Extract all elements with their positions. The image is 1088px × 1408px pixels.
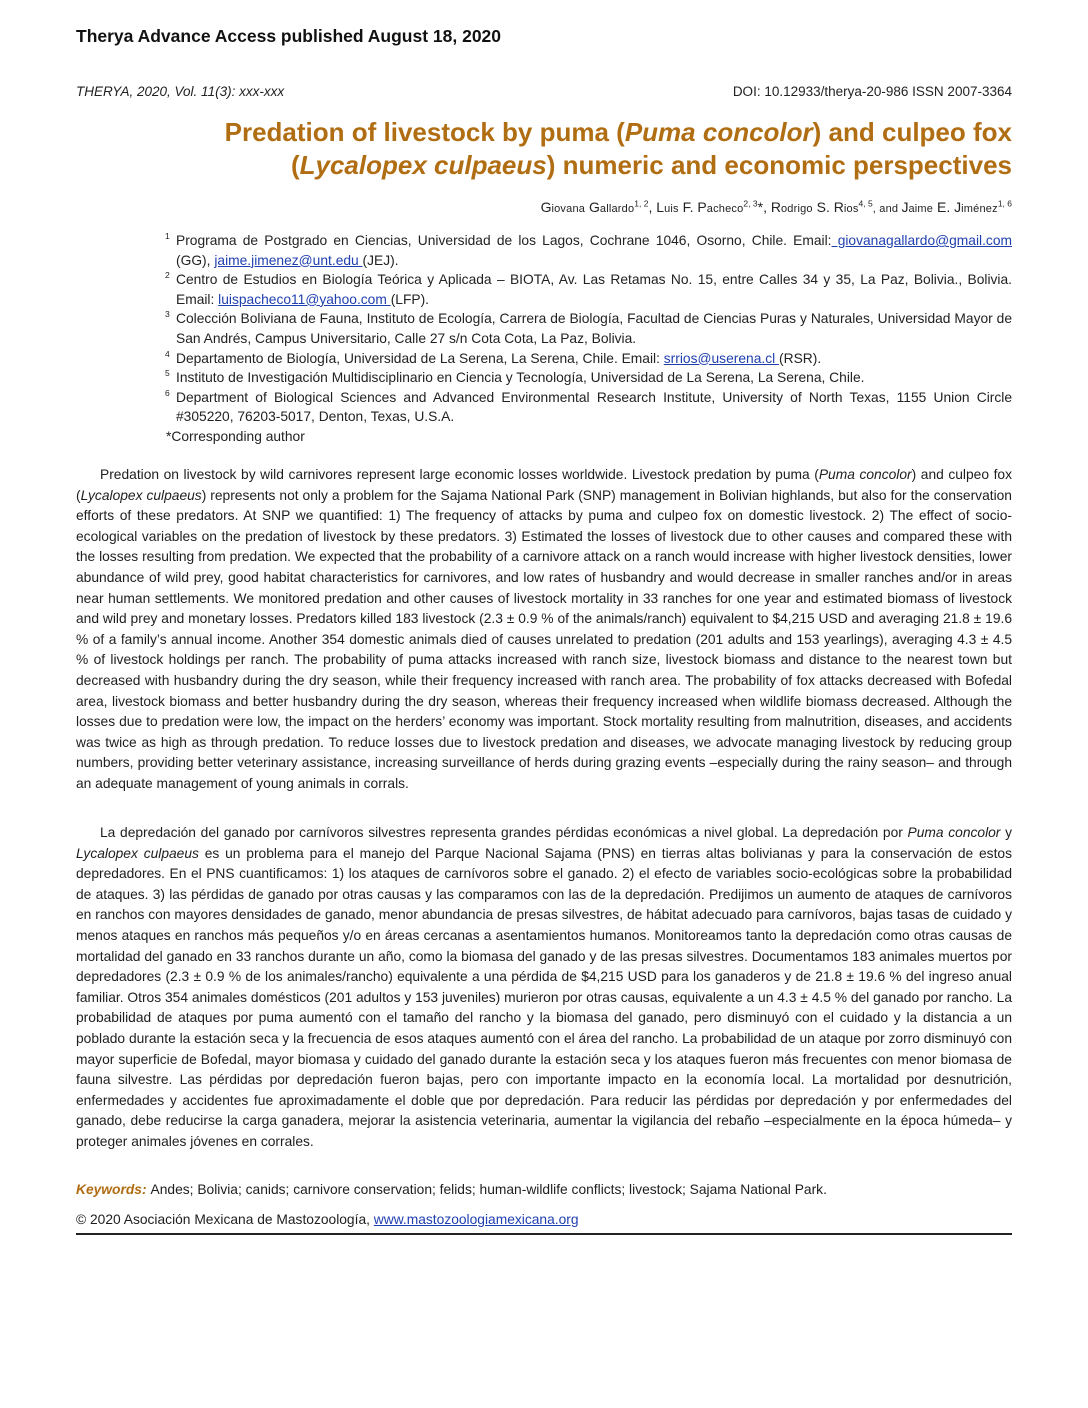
keywords-text: Andes; Bolivia; canids; carnivore conservation; felids; human-wildlife conflicts; livestock; Sajama National Park. bbox=[150, 1182, 827, 1197]
author: Jaime E. Jiménez$^{1, 6}$ bbox=[901, 198, 1012, 215]
author-affiliation-sup: 1, 2 bbox=[634, 198, 649, 209]
affiliation-item: 1 Programa de Postgrado en Ciencias, Universidad de los Lagos, Cochrane 1046, Osorno, Chile. Email: giovanagallardo@gmail.com (GG), jaime.jimenez@unt.edu (JEJ). bbox=[165, 231, 1012, 268]
affiliation-item: 6 Department of Biological Sciences and Advanced Environmental Research Institute, University of North Texas, 1155 Union Circle #305220, 76203-5017, Denton, Texas, U.S.A. bbox=[165, 387, 1012, 425]
copyright-line: © 2020 Asociación Mexicana de Mastozoología, www.mastozoologiamexicana.org bbox=[76, 1212, 1012, 1235]
doi-issn: DOI: 10.12933/therya-20-986 ISSN 2007-3364 bbox=[732, 84, 1012, 99]
species-name: Puma concolor bbox=[907, 825, 1001, 840]
author: Rodrigo S. Rios$^{4, 5}$ bbox=[770, 198, 873, 215]
title-line-2: (Lycalopex culpaeus) numeric and economic perspectives bbox=[290, 150, 1012, 180]
species-name: Lycalopex culpaeus bbox=[80, 487, 202, 503]
affiliation-list bbox=[166, 231, 1012, 447]
author: Giovana Gallardo$^{1, 2}$ bbox=[540, 198, 649, 215]
email-link[interactable]: jaime.jimenez@unt.edu bbox=[214, 252, 363, 268]
email-link[interactable]: luispacheco11@yahoo.com bbox=[218, 291, 391, 307]
keywords-label: Keywords: bbox=[76, 1182, 147, 1197]
keywords bbox=[76, 1182, 1012, 1197]
title-line-1: Predation of livestock by puma (Puma concolor) and culpeo fox bbox=[224, 117, 1012, 147]
affiliation-item: 4 Departamento de Biología, Universidad de La Serena, La Serena, Chile. Email: srrios@userena.cl (RSR). bbox=[165, 348, 822, 366]
author-affiliation-sup: 1, 6 bbox=[997, 198, 1012, 209]
author-list: Giovana Gallardo$^{1, 2}$, Luis F. Pacheco$^{2, 3}$*, Rodrigo S. Rios$^{4, 5}$, and Jaime E. Jiménez$^{1, 6}$ bbox=[540, 198, 1012, 215]
email-link[interactable]: srrios@userena.cl bbox=[663, 350, 780, 366]
affiliation-item: 5 Instituto de Investigación Multidisciplinario en Ciencia y Tecnología, Universidad de La Serena, La Serena, Chile. bbox=[165, 368, 865, 386]
corresponding-mark: * bbox=[757, 199, 764, 215]
corresponding-author-note: *Corresponding author bbox=[166, 428, 305, 444]
author-affiliation-sup: 2, 3 bbox=[743, 198, 758, 209]
affiliation-item: 3 Colección Boliviana de Fauna, Instituto de Ecología, Carrera de Biología, Facultad de Ciencias Puras y Naturales, Universidad Mayor de San Andrés, Campus Universitario, Calle 27 s/n Cota Cota, La Paz, Bolivia. bbox=[165, 309, 1012, 346]
journal-reference: THERYA, 2020, Vol. 11(3): xxx-xxx bbox=[76, 84, 285, 99]
abstract-spanish: La depredación del ganado por carnívoros silvestres representa grandes pérdidas económicas a nivel global. La depredación por Puma concolor y Lycalopex culpaeus es un problema para el manejo del Parque Nacional Sajama (PNS) en tierras altas bolivianas y para la conservación de estos depredadores. En el PNS cuantificamos: 1) los ataques de carnívoros sobre el ganado. 2) el efecto de variables socio-ecológicas sobre la probabilidad de ataques. 3) las pérdidas de ganado por otras causas y las comparamos con las de la depredación. Predijimos un aumento de ataques de carnívoros en ranchos con mayores densidades de ganado, menor abundancia de presas silvestres, de hábitat adecuado para carnívoros, bajas tasas de cuidado y menos ataques en ranchos más pequeños y/o en áreas cercanas a asentamientos humanos. Monitoreamos tanto la depredación como otras causas de mortalidad del ganado en 33 ranchos durante un año, como la biomasa del ganado y de las presas silvestres. Documentamos 183 animales muertos por depredadores (2.3 ± 0.9 % de los animales/rancho) equivalente a una pérdida de $4,215 USD para los ganaderos y de 21.8 ± 19.6 % del ingreso anual familiar. Otros 354 animales domésticos (201 adultos y 153 juveniles) murieron por otras causas, equivalente a un 4.3 ± 4.5 % del ganado por rancho. La probabilidad de ataques por puma aumentó con el tamaño del rancho y la biomasa del ganado, pero disminuyó con el cuidado y la distancia a un poblado durante la estación seca y la frecuencia de esos ataques aumentó con el área del rancho. La probabilidad de un ataque por zorro disminuyó con mayor superficie de Bofedal, mayor biomasa y cuidado del ganado durante la estación seca y los ataques fueron más frecuentes con menor biomasa de fauna silvestre. Las pérdidas por depredación fueron bajas, pero con importante impacto en la economía local. La mortalidad por desnutrición, enfermedades y accidentes fue aproximadamente el doble que por depredación. Para reducir las pérdidas por depredación y por enfermedades del ganado, debe reducirse la carga ganadera, mejorar la asistencia veterinaria, aumentar la vigilancia del rebaño –especialmente en la época húmeda– y proteger animales jóvenes en corrales. bbox=[76, 825, 1013, 1149]
advance-access-banner: Therya Advance Access published August 18, 2020 bbox=[76, 26, 502, 46]
species-name: Puma concolor bbox=[818, 467, 912, 482]
species-name: Lycalopex culpaeus bbox=[76, 845, 199, 861]
author-affiliation-sup: 4, 5 bbox=[858, 198, 873, 209]
affiliation-item: 2 Centro de Estudios en Biología Teórica y Aplicada – BIOTA, Av. Las Retamas No. 15, entre Calles 34 y 35, La Paz, Bolivia., Bolivia. Email: luispacheco11@yahoo.com (LFP). bbox=[165, 270, 1012, 307]
email-link[interactable]: giovanagallardo@gmail.com bbox=[831, 233, 1012, 248]
author: Luis F. Pacheco$^{2, 3}$* bbox=[656, 198, 764, 215]
abstract-english: Predation on livestock by wild carnivores represent large economic losses worldwide. Livestock predation by puma (Puma concolor) and culpeo fox (Lycalopex culpaeus) represents not only a problem for the Sajama National Park (SNP) management in Bolivian highlands, but also for the conservation efforts of these predators. At SNP we quantified: 1) The frequency of attacks by puma and culpeo fox on domestic livestock. 2) The effect of socio-ecological variables on the predation of livestock by these predators. 3) Estimated the losses of livestock due to other causes and compared these with the losses resulting from predation. We expected that the probability of a carnivore attack on a ranch would increase with higher livestock densities, lower abundance of wild prey, good habitat characteristics for carnivores, and low rates of husbandry and would decrease in smaller ranches and/or in areas near human settlements. We monitored predation and other causes of livestock mortality in 33 ranches for one year and estimated biomass of livestock and wild prey and monetary losses. Predators killed 183 livestock (2.3 ± 0.9 % of the animals/ranch) equivalent to $4,215 USD and averaging 21.8 ± 19.6 % of a family’s annual income. Another 354 domestic animals died of causes unrelated to predation (201 adults and 153 yearlings), averaging 4.3 ± 4.5 % of livestock holdings per ranch. The probability of puma attacks increased with ranch size, livestock biomass and distance to the nearest town but decreased with husbandry during the dry season, while their frequency increased with ranch area. The probability of fox attacks decreased with Bofedal area, livestock biomass and better husbandry during the dry season, whereas their frequency increased when wildlife biomass decreased. Although the losses due to predation were low, the impact on the herders’ economy was important. Stock mortality resulting from malnutrition, diseases, and accidents was twice as high as through predation. To reduce losses due to livestock predation and diseases, we advocate managing livestock by reducing group numbers, providing better veterinary assistance, increasing surveillance of herds during grazing events –especially during the rainy season– and through an adequate management of young animals in corrals. bbox=[76, 467, 1012, 791]
title-species-puma: Puma concolor bbox=[624, 117, 813, 147]
title-species-fox: Lycalopex culpaeus bbox=[299, 150, 547, 180]
article-title bbox=[76, 116, 1012, 182]
society-website-link[interactable]: www.mastozoologiamexicana.org bbox=[373, 1212, 579, 1227]
